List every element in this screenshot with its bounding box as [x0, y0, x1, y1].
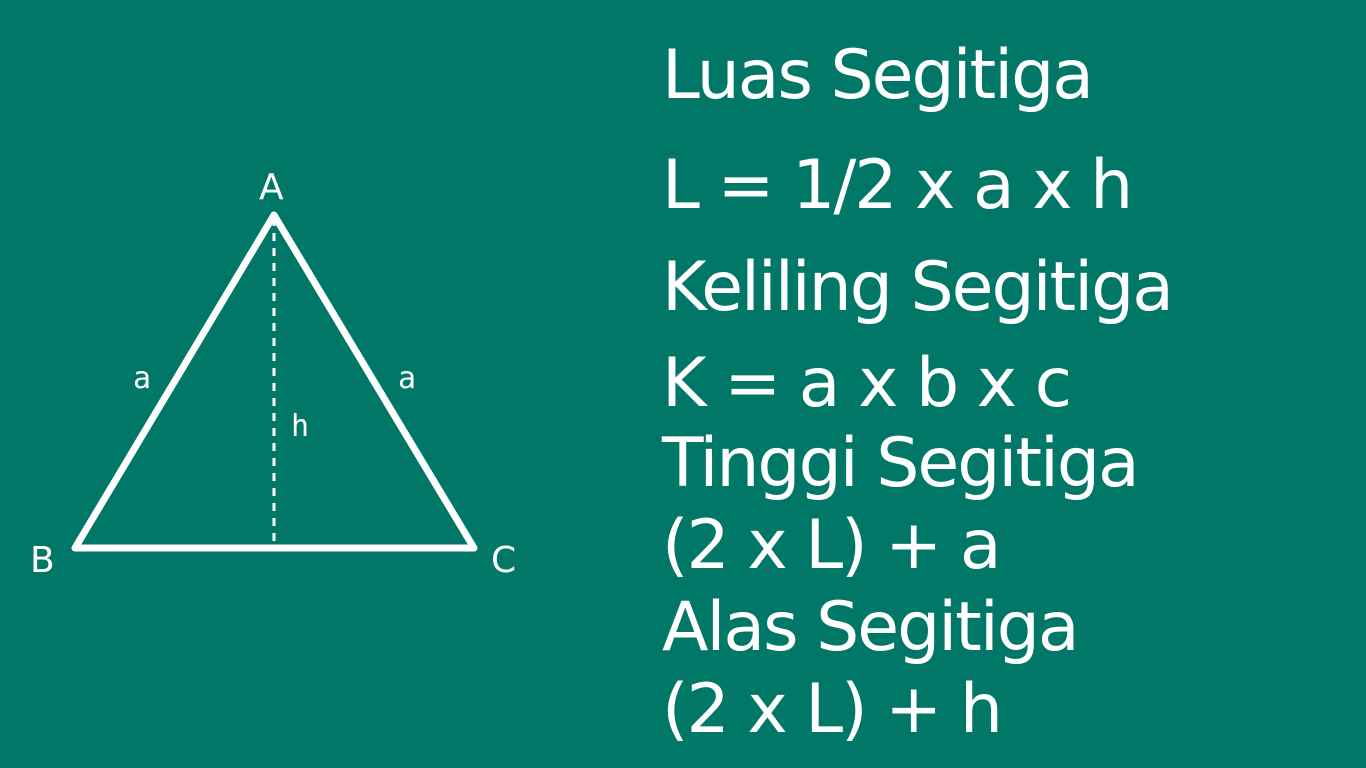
area-formula: L = 1/2 x a x h: [662, 146, 1132, 225]
height-label: h: [291, 409, 310, 444]
triangle-diagram: [0, 0, 640, 768]
perimeter-title: Keliling Segitiga: [662, 248, 1172, 327]
formula-panel: [662, 0, 1352, 768]
vertex-label-b: B: [30, 540, 55, 581]
area-title: Luas Segitiga: [662, 36, 1092, 115]
side-label-right: a: [398, 361, 417, 396]
height-formula: (2 x L) + a: [662, 506, 1000, 585]
vertex-label-c: C: [491, 540, 517, 581]
vertex-label-a: A: [259, 167, 284, 208]
base-title: Alas Segitiga: [662, 588, 1078, 667]
height-title: Tinggi Segitiga: [662, 424, 1138, 503]
side-label-left: a: [133, 361, 152, 396]
perimeter-formula: K = a x b x c: [662, 344, 1070, 423]
triangle-figure: [0, 0, 640, 768]
base-formula: (2 x L) + h: [662, 670, 1001, 749]
